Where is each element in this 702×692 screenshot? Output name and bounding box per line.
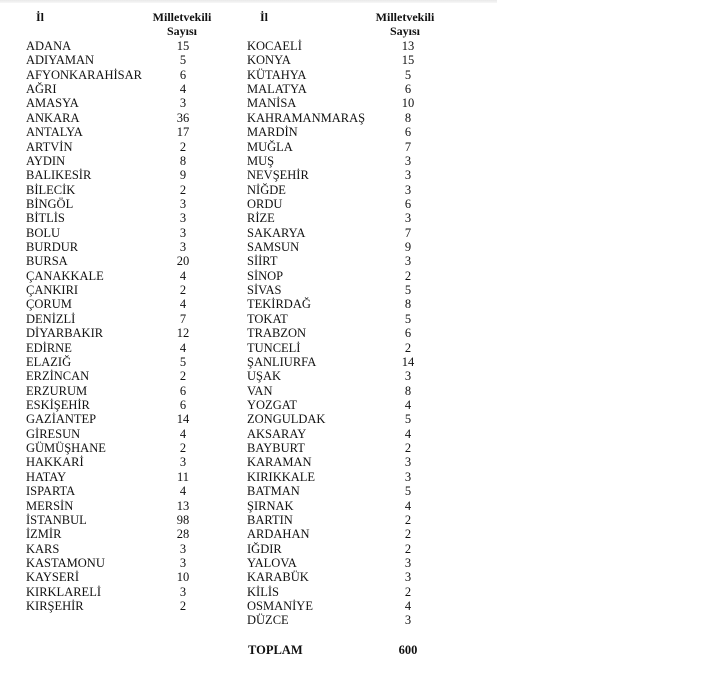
seat-count: 4 — [179, 426, 187, 441]
province-name: ŞIRNAK — [247, 498, 294, 513]
table-row — [26, 513, 226, 527]
table-row — [26, 599, 226, 613]
table-row — [26, 269, 226, 283]
province-name: TOKAT — [247, 311, 288, 326]
table-row — [26, 226, 226, 240]
table-row — [26, 297, 226, 311]
table-row — [26, 154, 226, 168]
province-table-right — [247, 39, 447, 628]
province-name: ARTVİN — [26, 139, 73, 154]
province-name: TRABZON — [247, 326, 307, 341]
table-row — [26, 384, 226, 398]
province-name: BİNGÖL — [26, 196, 74, 211]
province-name: RİZE — [247, 211, 275, 226]
province-name: ARDAHAN — [247, 527, 310, 542]
table-row — [26, 441, 226, 455]
table-row — [247, 154, 447, 168]
table-row — [247, 513, 447, 527]
province-name: HATAY — [26, 469, 67, 484]
table-row — [26, 499, 226, 513]
seat-count: 2 — [404, 441, 412, 456]
seat-count: 3 — [404, 613, 412, 628]
province-name: BARTIN — [247, 512, 293, 527]
table-row — [247, 183, 447, 197]
table-row — [247, 427, 447, 441]
table-row — [247, 68, 447, 82]
table-row — [26, 455, 226, 469]
seat-count: 11 — [176, 469, 190, 484]
province-name: ANTALYA — [26, 125, 83, 140]
province-name: KARS — [26, 541, 60, 556]
header-seat-count-line2: Sayısı — [166, 24, 197, 38]
seat-count: 5 — [404, 484, 412, 499]
seat-count: 4 — [179, 484, 187, 499]
seat-count: 4 — [179, 297, 187, 312]
seat-count: 2 — [404, 527, 412, 542]
province-name: ZONGULDAK — [247, 412, 326, 427]
province-name: TUNCELİ — [247, 340, 301, 355]
header-province-left: İl — [36, 10, 45, 24]
seat-count: 2 — [404, 541, 412, 556]
province-name: İSTANBUL — [26, 512, 87, 527]
province-name: MERSİN — [26, 498, 74, 513]
province-name: SAKARYA — [247, 225, 306, 240]
province-name: UŞAK — [247, 369, 282, 384]
province-name: YOZGAT — [247, 397, 297, 412]
seat-count: 2 — [404, 340, 412, 355]
province-name: KOCAELİ — [247, 39, 302, 53]
province-name: TEKİRDAĞ — [247, 297, 311, 312]
header-seat-count-line1: Milletvekili — [375, 10, 435, 24]
table-row — [247, 613, 447, 627]
table-row — [247, 499, 447, 513]
table-row — [247, 53, 447, 67]
province-name: ERZURUM — [26, 383, 88, 398]
province-name: ŞANLIURFA — [247, 354, 317, 369]
province-name: AMASYA — [26, 96, 79, 111]
table-row — [247, 369, 447, 383]
table-row — [247, 412, 447, 426]
province-name: MUŞ — [247, 153, 275, 168]
table-row — [247, 484, 447, 498]
seat-count: 36 — [176, 110, 190, 125]
seat-count: 3 — [179, 455, 187, 470]
seat-count: 3 — [179, 240, 187, 255]
header-seat-count-line1: Milletvekili — [152, 10, 212, 24]
province-name: SİVAS — [247, 283, 282, 298]
header-seat-count-left — [137, 10, 227, 38]
province-name: HAKKARİ — [26, 455, 84, 470]
province-name: DENİZLİ — [26, 311, 76, 326]
province-name: KONYA — [247, 53, 291, 68]
table-row — [26, 168, 226, 182]
seat-count: 3 — [404, 211, 412, 226]
province-name: OSMANİYE — [247, 599, 313, 614]
seat-count: 2 — [179, 441, 187, 456]
table-row — [247, 283, 447, 297]
seat-count: 3 — [179, 196, 187, 211]
total-label: TOPLAM — [248, 643, 303, 657]
seat-count: 17 — [176, 125, 190, 140]
seat-count: 4 — [404, 397, 412, 412]
seat-count: 20 — [176, 254, 190, 269]
table-row — [26, 369, 226, 383]
table-row — [26, 412, 226, 426]
seat-count: 3 — [404, 153, 412, 168]
seat-count: 3 — [404, 168, 412, 183]
seat-count: 6 — [179, 383, 187, 398]
province-name: İZMİR — [26, 527, 62, 542]
province-name: IĞDIR — [247, 541, 282, 556]
table-row — [26, 39, 226, 53]
seat-count: 3 — [404, 254, 412, 269]
table-row — [26, 341, 226, 355]
table-row — [26, 556, 226, 570]
table-row — [26, 82, 226, 96]
seat-count: 2 — [179, 139, 187, 154]
province-name: KAHRAMANMARAŞ — [247, 110, 366, 125]
province-name: ÇANKIRI — [26, 283, 79, 298]
table-row — [26, 326, 226, 340]
table-row — [26, 527, 226, 541]
province-name: GAZİANTEP — [26, 412, 97, 427]
province-name: ÇORUM — [26, 297, 72, 312]
table-row — [26, 53, 226, 67]
province-name: BİTLİS — [26, 211, 65, 226]
seat-count: 3 — [404, 570, 412, 585]
province-name: BOLU — [26, 225, 61, 240]
seat-count: 2 — [179, 182, 187, 197]
table-row — [26, 140, 226, 154]
table-row — [26, 570, 226, 584]
total-value: 600 — [398, 643, 418, 657]
province-name: YALOVA — [247, 555, 297, 570]
province-name: SİİRT — [247, 254, 278, 269]
table-row — [247, 585, 447, 599]
table-row — [26, 355, 226, 369]
table-row — [247, 211, 447, 225]
seat-count: 5 — [404, 311, 412, 326]
seat-count: 7 — [404, 225, 412, 240]
province-name: AFYONKARAHİSAR — [26, 67, 142, 82]
table-row — [247, 341, 447, 355]
table-row — [247, 39, 447, 53]
province-name: ORDU — [247, 196, 283, 211]
seat-count: 4 — [404, 599, 412, 614]
seat-count: 3 — [179, 211, 187, 226]
province-name: BATMAN — [247, 484, 300, 499]
table-row — [26, 398, 226, 412]
province-name: KIRŞEHİR — [26, 599, 84, 614]
seat-count: 3 — [404, 182, 412, 197]
seat-count: 5 — [404, 67, 412, 82]
table-row — [247, 240, 447, 254]
top-scroll-edge — [0, 0, 497, 3]
seat-count: 4 — [404, 498, 412, 513]
seat-count: 5 — [404, 412, 412, 427]
province-name: BİLECİK — [26, 182, 76, 197]
table-row — [247, 197, 447, 211]
table-row — [247, 556, 447, 570]
province-name: ELAZIĞ — [26, 354, 72, 369]
table-row — [26, 427, 226, 441]
header-province-right: İl — [260, 10, 269, 24]
table-row — [247, 326, 447, 340]
seat-count: 4 — [179, 268, 187, 283]
seat-count: 3 — [404, 455, 412, 470]
table-row — [26, 183, 226, 197]
province-name: BURDUR — [26, 240, 79, 255]
seat-count: 4 — [179, 82, 187, 97]
seat-count: 6 — [179, 397, 187, 412]
seat-count: 9 — [404, 240, 412, 255]
province-name: KIRKLARELİ — [26, 584, 101, 599]
province-name: AKSARAY — [247, 426, 307, 441]
table-row — [247, 355, 447, 369]
province-name: MARDİN — [247, 125, 298, 140]
seat-count: 3 — [179, 541, 187, 556]
seat-count: 8 — [404, 383, 412, 398]
seat-count: 3 — [179, 225, 187, 240]
province-name: ADANA — [26, 39, 72, 53]
table-row — [26, 211, 226, 225]
seat-count: 3 — [179, 96, 187, 111]
province-name: ESKİŞEHİR — [26, 397, 90, 412]
province-name: SAMSUN — [247, 240, 300, 255]
seat-count: 2 — [404, 584, 412, 599]
seat-count: 8 — [404, 297, 412, 312]
table-row — [247, 398, 447, 412]
header-seat-count-right — [360, 10, 450, 38]
seat-count: 3 — [179, 584, 187, 599]
seat-count: 15 — [401, 53, 415, 68]
seat-count: 13 — [401, 39, 415, 53]
province-name: NİĞDE — [247, 182, 286, 197]
table-row — [26, 312, 226, 326]
table-row — [247, 599, 447, 613]
table-row — [26, 283, 226, 297]
province-name: BALIKESİR — [26, 168, 92, 183]
table-row — [247, 140, 447, 154]
seat-count: 2 — [404, 268, 412, 283]
table-row — [26, 240, 226, 254]
table-row — [247, 226, 447, 240]
seat-count: 6 — [404, 326, 412, 341]
seat-count: 3 — [404, 555, 412, 570]
table-row — [247, 384, 447, 398]
province-name: NEVŞEHİR — [247, 168, 309, 183]
table-row — [247, 111, 447, 125]
province-name: EDİRNE — [26, 340, 72, 355]
province-name: KARAMAN — [247, 455, 312, 470]
table-row — [26, 111, 226, 125]
seat-count: 4 — [179, 340, 187, 355]
table-row — [247, 527, 447, 541]
province-name: GİRESUN — [26, 426, 81, 441]
province-name: KASTAMONU — [26, 555, 105, 570]
table-row — [247, 168, 447, 182]
province-name: KIRIKKALE — [247, 469, 316, 484]
table-row — [247, 125, 447, 139]
province-name: ÇANAKKALE — [26, 268, 104, 283]
table-row — [247, 96, 447, 110]
province-name: DÜZCE — [247, 613, 289, 628]
province-name: ANKARA — [26, 110, 80, 125]
table-row — [247, 542, 447, 556]
province-name: MUĞLA — [247, 139, 293, 154]
province-name: KÜTAHYA — [247, 67, 307, 82]
seat-count: 6 — [404, 196, 412, 211]
province-name: ERZİNCAN — [26, 369, 90, 384]
table-row — [26, 96, 226, 110]
seat-count: 13 — [176, 498, 190, 513]
seat-count: 10 — [176, 570, 190, 585]
table-row — [26, 68, 226, 82]
table-row — [26, 484, 226, 498]
header-seat-count-line2: Sayısı — [389, 24, 420, 38]
province-name: ADIYAMAN — [26, 53, 95, 68]
table-row — [247, 269, 447, 283]
seat-count: 14 — [176, 412, 190, 427]
seat-count: 28 — [176, 527, 190, 542]
table-row — [247, 441, 447, 455]
seat-count: 14 — [401, 354, 415, 369]
province-name: GÜMÜŞHANE — [26, 441, 106, 456]
table-row — [247, 254, 447, 268]
seat-count: 7 — [179, 311, 187, 326]
table-row — [26, 197, 226, 211]
seat-count: 3 — [404, 469, 412, 484]
province-name: KARABÜK — [247, 570, 309, 585]
province-name: AĞRI — [26, 82, 57, 97]
seat-count: 6 — [404, 125, 412, 140]
seat-count: 6 — [404, 82, 412, 97]
table-row — [26, 254, 226, 268]
table-row — [247, 82, 447, 96]
seat-count: 2 — [179, 283, 187, 298]
province-name: BAYBURT — [247, 441, 305, 456]
province-name: MANİSA — [247, 96, 297, 111]
seat-count: 3 — [404, 369, 412, 384]
table-row — [247, 470, 447, 484]
table-row — [26, 585, 226, 599]
province-name: ISPARTA — [26, 484, 76, 499]
seat-count: 9 — [179, 168, 187, 183]
seat-count: 3 — [179, 555, 187, 570]
seat-count: 2 — [179, 599, 187, 614]
province-name: DİYARBAKIR — [26, 326, 104, 341]
seat-count: 2 — [404, 512, 412, 527]
seat-count: 7 — [404, 139, 412, 154]
province-name: MALATYA — [247, 82, 307, 97]
province-name: BURSA — [26, 254, 68, 269]
table-row — [26, 470, 226, 484]
table-row — [247, 312, 447, 326]
seat-count: 8 — [179, 153, 187, 168]
table-row — [26, 125, 226, 139]
seat-count: 5 — [404, 283, 412, 298]
seat-count: 6 — [179, 67, 187, 82]
seat-count: 5 — [179, 53, 187, 68]
province-name: AYDIN — [26, 153, 66, 168]
table-row — [247, 570, 447, 584]
seat-count: 8 — [404, 110, 412, 125]
seat-count: 5 — [179, 354, 187, 369]
province-name: KAYSERİ — [26, 570, 80, 585]
seat-count: 12 — [176, 326, 190, 341]
table-row — [247, 297, 447, 311]
seat-count: 10 — [401, 96, 415, 111]
seat-count: 2 — [179, 369, 187, 384]
seat-count: 98 — [176, 512, 190, 527]
province-name: VAN — [247, 383, 273, 398]
province-table-left — [26, 39, 226, 613]
province-name: SİNOP — [247, 268, 284, 283]
table-row — [247, 455, 447, 469]
table-row — [26, 542, 226, 556]
seat-count: 4 — [404, 426, 412, 441]
province-name: KİLİS — [247, 584, 279, 599]
seat-count: 15 — [176, 39, 190, 53]
